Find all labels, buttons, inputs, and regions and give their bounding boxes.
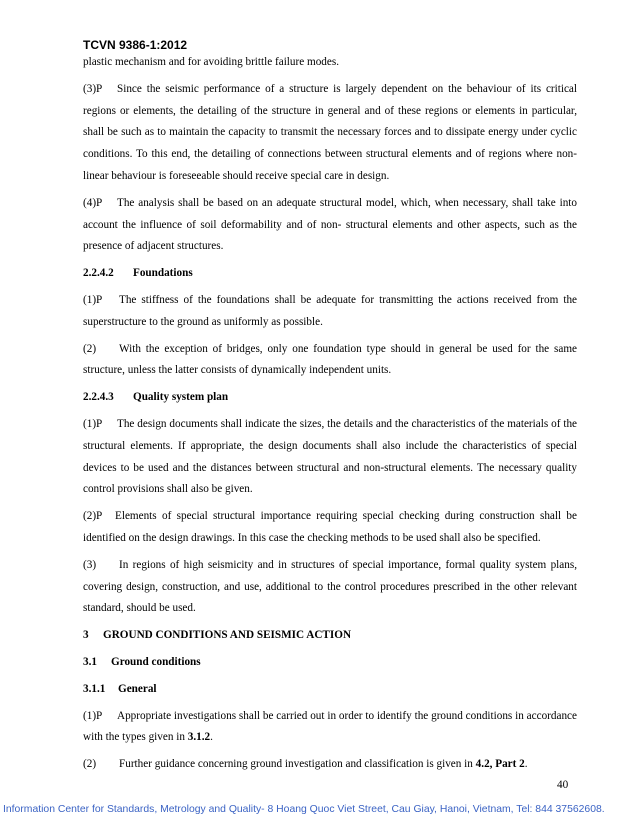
- paragraph-text: With the exception of bridges, only one foundation type should in general be used for the same structure, unless the latter consists of dynamically independent units.: [83, 342, 577, 377]
- page-number: 40: [557, 779, 569, 791]
- section-heading-ground-conditions: [83, 652, 577, 674]
- paragraph-number: (1)P: [83, 417, 103, 430]
- paragraph-end: .: [524, 758, 528, 771]
- document-body: [83, 52, 577, 776]
- section-number: 3.1: [83, 655, 97, 668]
- chapter-number: 3: [83, 629, 89, 642]
- paragraph-2p-quality: [83, 506, 577, 550]
- paragraph-continuation: plastic mechanism and for avoiding brittle failure modes.: [83, 56, 339, 68]
- chapter-title: GROUND CONDITIONS AND SEISMIC ACTION: [103, 629, 352, 642]
- section-title: Ground conditions: [111, 655, 201, 668]
- section-number: 2.2.4.3: [83, 391, 114, 404]
- paragraph-text: The design documents shall indicate the sizes, the details and the characteristics of the materials of the structural elements. If appropriate, the design documents shall also include the characteristics of special devices to be used and the distances between structural and non-structural elements. The necessary quality control provisions shall also be given.: [83, 417, 577, 496]
- paragraph-text: Elements of special structural importance requiring special checking during construction shall be identified on the design drawings. In this case the checking methods to be used shall also be specified.: [83, 510, 577, 544]
- paragraph-number: (2): [83, 342, 97, 355]
- paragraph-text: The analysis shall be based on an adequate structural model, which, when necessary, shall take into account the influence of soil deformability and of non- structural elements and other aspects, such as the presence of adjacent structures.: [83, 196, 577, 253]
- paragraph-text: Since the seismic performance of a structure is largely dependent on the behaviour of its critical regions or elements, the detailing of the structure in general and of these regions or elements in particular, shall be such as to maintain the capacity to transmit the necessary forces and to dissipate energy under cyclic conditions. To this end, the detailing of connections between structural elements and of regions where non- linear behaviour is foreseeable should receive special care in design.: [83, 82, 577, 182]
- chapter-heading-ground: [83, 625, 577, 647]
- paragraph-1p-quality: [83, 414, 577, 501]
- paragraph-number: (3): [83, 558, 97, 571]
- paragraph-number: (1)P: [83, 709, 103, 722]
- paragraph-3p: [83, 79, 577, 188]
- section-number: 2.2.4.2: [83, 267, 114, 280]
- paragraph-number: (3)P: [83, 82, 103, 95]
- paragraph-3-quality: [83, 555, 577, 620]
- clause-reference: 3.1.2: [187, 731, 211, 744]
- section-heading-quality-plan: [83, 387, 577, 409]
- paragraph-text: Further guidance concerning ground investigation and classification is given in: [119, 758, 476, 771]
- paragraph-number: (1)P: [83, 293, 103, 306]
- section-title: Quality system plan: [133, 391, 229, 404]
- section-heading-foundations: [83, 263, 577, 285]
- paragraph-number: (2)P: [83, 510, 103, 523]
- section-title: Foundations: [133, 267, 193, 280]
- paragraph-1p-foundations: [83, 290, 577, 334]
- paragraph-text: The stiffness of the foundations shall be adequate for transmitting the actions received from the superstructure to the ground as uniformly as possible.: [83, 293, 577, 328]
- section-number: 3.1.1: [83, 682, 106, 695]
- paragraph-number: (2): [83, 758, 97, 771]
- clause-reference: 4.2, Part 2: [475, 758, 525, 771]
- section-heading-general: [83, 679, 577, 701]
- paragraph-2-foundations: [83, 339, 577, 383]
- paragraph-2-general: [83, 754, 577, 776]
- document-header: TCVN 9386-1:2012: [83, 38, 188, 52]
- paragraph-4p: [83, 193, 577, 258]
- paragraph-1p-general: [83, 706, 577, 750]
- paragraph-text: In regions of high seismicity and in structures of special importance, formal quality system plans, covering design, construction, and use, additional to the control procedures prescribed in the other relevant standard, should be used.: [83, 558, 577, 615]
- paragraph-end: .: [210, 731, 213, 744]
- paragraph-text: Appropriate investigations shall be carried out in order to identify the ground conditions in accordance with the types given in: [83, 709, 577, 744]
- footer-contact-info: Information Center for Standards, Metrology and Quality- 8 Hoang Quoc Viet Street, Cau Giay, Hanoi, Vietnam, Tel: 844 37562608.: [3, 804, 605, 815]
- paragraph-number: (4)P: [83, 196, 103, 209]
- section-title: General: [118, 682, 157, 695]
